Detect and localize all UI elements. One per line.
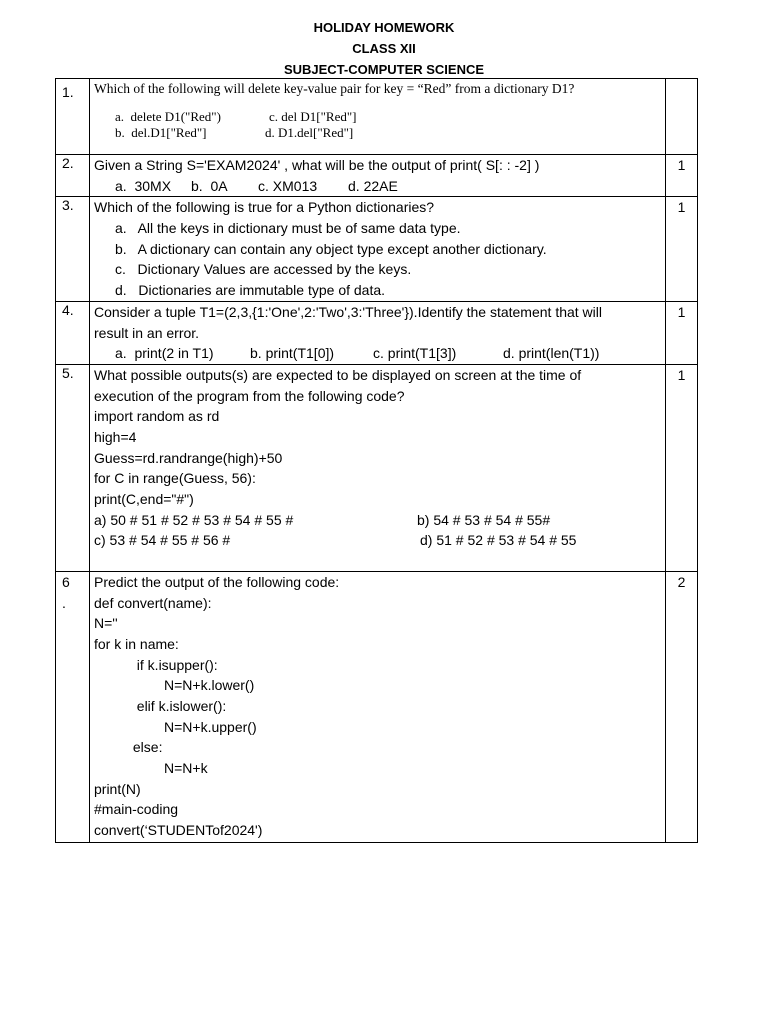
option-d: d. D1.del["Red"]	[265, 125, 354, 140]
option-a: a) 50 # 51 # 52 # 53 # 54 # 55 #	[94, 511, 294, 528]
option-d: d. 22AE	[348, 177, 398, 194]
option-a: a. All the keys in dictionary must be of same data type.	[115, 220, 461, 237]
option-c: c. Dictionary Values are accessed by the keys.	[115, 261, 412, 278]
question-text-line-1: What possible outputs(s) are expected to be displayed on screen at the time of	[94, 366, 582, 383]
question-text: Which of the following will delete key-value pair for key = “Red” from a dictionary D1?	[94, 81, 575, 96]
question-row-4	[56, 301, 698, 364]
question-marks: 1	[666, 197, 698, 301]
question-number-dot: .	[62, 594, 66, 611]
question-row-1	[56, 79, 698, 155]
code-line: print(N)	[94, 780, 141, 797]
option-c: c. print(T1[3])	[373, 345, 457, 362]
code-line: high=4	[94, 428, 137, 445]
option-a: a. print(2 in T1)	[115, 345, 214, 362]
question-text: Given a String S='EXAM2024' , what will be the output of print( S[: : -2] )	[94, 157, 540, 173]
option-c: c. XM013	[258, 177, 318, 194]
code-line: print(C,end="#")	[94, 491, 194, 507]
code-line: if k.isupper():	[94, 656, 218, 673]
question-marks: 2	[666, 571, 698, 842]
question-number: 2.	[56, 155, 90, 197]
option-a: a. delete D1("Red")	[115, 109, 221, 124]
question-text-line-2: execution of the program from the following code?	[94, 387, 405, 404]
question-text-line-1: Consider a tuple T1=(2,3,{1:'One',2:'Two',3:'Three'}).Identify the statement that will	[94, 303, 602, 320]
option-c: c) 53 # 54 # 55 # 56 #	[94, 532, 231, 549]
option-c: c. del D1["Red"]	[269, 109, 357, 124]
question-marks: 1	[666, 364, 698, 571]
question-marks	[666, 79, 698, 155]
question-number: 5.	[56, 364, 90, 571]
question-text-line-2: result in an error.	[94, 324, 200, 341]
questions-table	[55, 78, 698, 843]
question-number: 6	[62, 573, 70, 590]
question-number: 1.	[56, 79, 90, 155]
question-text: Which of the following is true for a Python dictionaries?	[94, 199, 435, 216]
document-title: HOLIDAY HOMEWORK	[313, 20, 455, 35]
code-line: N=N+k.upper()	[94, 718, 257, 735]
option-d: d. print(len(T1))	[503, 345, 600, 362]
question-number: 3.	[56, 197, 90, 301]
question-number: 4.	[56, 301, 90, 364]
code-line: N=N+k	[94, 760, 208, 777]
code-line: convert(‘STUDENTof2024')	[94, 822, 263, 839]
code-line: else:	[94, 739, 163, 756]
option-d: d. Dictionaries are immutable type of data.	[115, 282, 386, 299]
question-row-2	[56, 155, 698, 197]
question-row-3	[56, 197, 698, 301]
option-d: d) 51 # 52 # 53 # 54 # 55	[420, 532, 577, 549]
option-b: b. A dictionary can contain any object type except another dictionary.	[115, 240, 547, 257]
code-line: for C in range(Guess, 56):	[94, 470, 256, 487]
subject-label: SUBJECT-COMPUTER SCIENCE	[283, 62, 485, 77]
code-line: Guess=rd.randrange(high)+50	[94, 449, 283, 466]
question-text: Predict the output of the following code:	[94, 573, 340, 590]
option-a: a. 30MX	[115, 177, 172, 194]
question-marks: 1	[666, 155, 698, 197]
code-line: for k in name:	[94, 635, 179, 652]
option-b: b. print(T1[0])	[250, 345, 335, 362]
option-b: b. 0A	[191, 177, 228, 194]
question-row-5	[56, 364, 698, 571]
code-line: N=N+k.lower()	[94, 677, 255, 694]
question-marks: 1	[666, 301, 698, 364]
code-line: elif k.islower():	[94, 698, 227, 714]
option-b: b. del.D1["Red"]	[115, 125, 207, 140]
code-line: import random as rd	[94, 408, 220, 425]
class-label: CLASS XII	[352, 41, 416, 56]
code-line: def convert(name):	[94, 594, 212, 611]
code-line: N=''	[94, 615, 118, 632]
option-b: b) 54 # 53 # 54 # 55#	[417, 511, 551, 528]
question-row-6	[56, 571, 698, 842]
code-line: #main-coding	[94, 801, 179, 818]
